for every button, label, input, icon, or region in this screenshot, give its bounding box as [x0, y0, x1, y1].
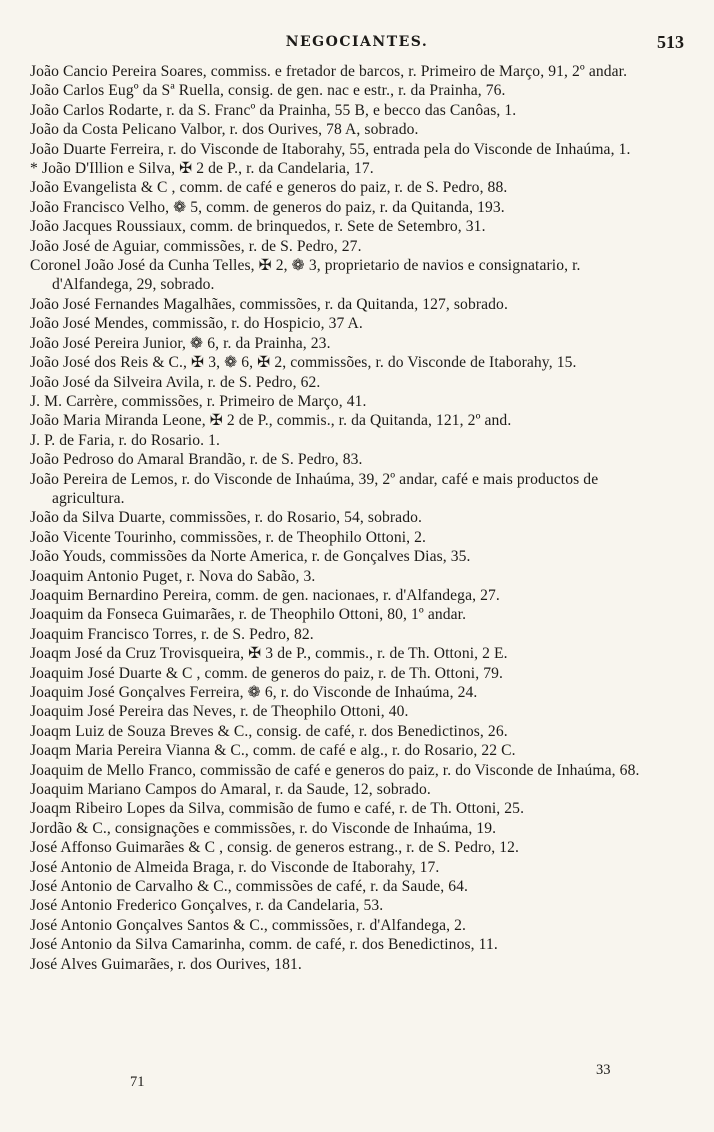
merchant-entry: Joaqm Maria Pereira Vianna & C., comm. de café e alg., r. do Rosario, 22 C. [30, 742, 516, 760]
merchant-entry: José Antonio da Silva Camarinha, comm. de café, r. dos Benedictinos, 11. [30, 936, 498, 954]
merchant-entry: João Jacques Roussiaux, comm. de brinquedos, r. Sete de Setembro, 31. [30, 218, 486, 236]
merchant-entry: João José Fernandes Magalhães, commissões, r. da Quitanda, 127, sobrado. [30, 295, 508, 313]
merchant-entry: Joaquim Mariano Campos do Amaral, r. da Saude, 12, sobrado. [30, 781, 431, 799]
merchant-entry: João José Pereira Junior, ❁ 6, r. da Prainha, 23. [30, 334, 331, 352]
merchant-entry: João da Costa Pelicano Valbor, r. dos Ourives, 78 A, sobrado. [30, 121, 419, 139]
merchant-entry: J. P. de Faria, r. do Rosario. 1. [30, 431, 220, 449]
merchant-entry: João Pedroso do Amaral Brandão, r. de S. Pedro, 83. [30, 451, 363, 469]
merchant-entry: João Vicente Tourinho, commissões, r. de Theophilo Ottoni, 2. [30, 528, 427, 546]
merchant-entry: Coronel João José da Cunha Telles, ✠ 2, ❁ 3, proprietario de navios e consignatario, r. d'Alfandega, 29, sobrado. [30, 257, 581, 294]
merchant-entry: Joaquim da Fonseca Guimarães, r. de Theophilo Ottoni, 80, 1º andar. [30, 606, 467, 624]
merchant-entry: João Carlos Eugº da Sª Ruella, consig. de gen. nac e estr., r. da Prainha, 76. [30, 82, 506, 100]
signature-mark-right: 33 [596, 1062, 611, 1078]
merchant-entry: Jordão & C., consignações e commissões, r. do Visconde de Inhaúma, 19. [30, 819, 497, 837]
merchant-entry: João Carlos Rodarte, r. da S. Francº da Prainha, 55 B, e becco das Canôas, 1. [30, 101, 517, 119]
merchant-entry: José Alves Guimarães, r. dos Ourives, 181. [30, 955, 302, 973]
merchant-entry: Joaqm Ribeiro Lopes da Silva, commisão de fumo e café, r. de Th. Ottoni, 25. [30, 800, 525, 818]
merchant-entry: João Youds, commissões da Norte America, r. de Gonçalves Dias, 35. [30, 548, 471, 566]
merchant-entry: João Francisco Velho, ❁ 5, comm. de generos do paiz, r. da Quitanda, 193. [30, 198, 505, 216]
merchant-entry: José Antonio de Carvalho & C., commissões de café, r. da Saude, 64. [30, 878, 469, 896]
page-header [0, 30, 714, 60]
page-footer [0, 1062, 714, 1104]
merchant-entry: João Pereira de Lemos, r. do Visconde de Inhaúma, 39, 2º andar, café e mais productos de agricultura. [30, 470, 599, 507]
merchant-entry: Joaquim José Gonçalves Ferreira, ❁ 6, r. do Visconde de Inhaúma, 24. [30, 684, 478, 701]
merchant-entry: João José de Aguiar, commissões, r. de S. Pedro, 27. [30, 237, 362, 255]
merchant-entry: João José Mendes, commissão, r. do Hospicio, 37 A. [30, 315, 363, 333]
merchant-entry: João Duarte Ferreira, r. do Visconde de Itaborahy, 55, entrada pela do Visconde de Inhaúma, 1. [30, 140, 631, 158]
merchant-entry: J. M. Carrère, commissões, r. Primeiro de Março, 41. [30, 392, 367, 410]
merchant-entry: Joaquim Francisco Torres, r. de S. Pedro, 82. [30, 625, 314, 643]
merchant-entry: * João D'Illion e Silva, ✠ 2 de P., r. da Candelaria, 17. [30, 160, 374, 178]
merchant-entry: João Maria Miranda Leone, ✠ 2 de P., commis., r. da Quitanda, 121, 2º and. [30, 412, 512, 430]
merchant-entry: João José da Silveira Avila, r. de S. Pedro, 62. [30, 373, 321, 391]
merchant-entry: Joaqm Luiz de Souza Breves & C., consig. de café, r. dos Benedictinos, 26. [30, 722, 508, 740]
merchant-entry: Joaquim José Pereira das Neves, r. de Theophilo Ottoni, 40. [30, 703, 409, 721]
merchant-entry: João da Silva Duarte, commissões, r. do Rosario, 54, sobrado. [30, 509, 422, 527]
page-number: 513 [657, 32, 684, 52]
merchant-entry: José Antonio Frederico Gonçalves, r. da Candelaria, 53. [30, 897, 384, 915]
page-title: NEGOCIANTES. [285, 34, 429, 50]
merchant-entry: Joaquim Bernardino Pereira, comm. de gen. nacionaes, r. d'Alfandega, 27. [30, 586, 500, 604]
merchant-list [30, 62, 656, 974]
signature-mark-left: 71 [130, 1074, 145, 1090]
merchant-entry: Joaquim José Duarte & C , comm. de generos do paiz, r. de Th. Ottoni, 79. [30, 664, 504, 682]
merchant-entry: Joaquim Antonio Puget, r. Nova do Sabão, 3. [30, 567, 316, 585]
merchant-entry: João Evangelista & C , comm. de café e generos do paiz, r. de S. Pedro, 88. [30, 179, 508, 197]
merchant-entry: Joaquim de Mello Franco, commissão de café e generos do paiz, r. do Visconde de Inhaúma, 68. [30, 761, 640, 779]
merchant-entry: José Antonio de Almeida Braga, r. do Visconde de Itaborahy, 17. [30, 858, 440, 876]
merchant-entry: João José dos Reis & C., ✠ 3, ❁ 6, ✠ 2, commissões, r. do Visconde de Itaborahy, 15. [30, 354, 577, 372]
merchant-entry: João Cancio Pereira Soares, commiss. e fretador de barcos, r. Primeiro de Março, 91, 2º andar. [30, 63, 628, 80]
merchant-entry: Joaqm José da Cruz Trovisqueira, ✠ 3 de P., commis., r. de Th. Ottoni, 2 E. [30, 645, 508, 663]
merchant-entry: José Antonio Gonçalves Santos & C., commissões, r. d'Alfandega, 2. [30, 916, 467, 934]
merchant-entry: José Affonso Guimarães & C , consig. de generos estrang., r. de S. Pedro, 12. [30, 839, 520, 857]
